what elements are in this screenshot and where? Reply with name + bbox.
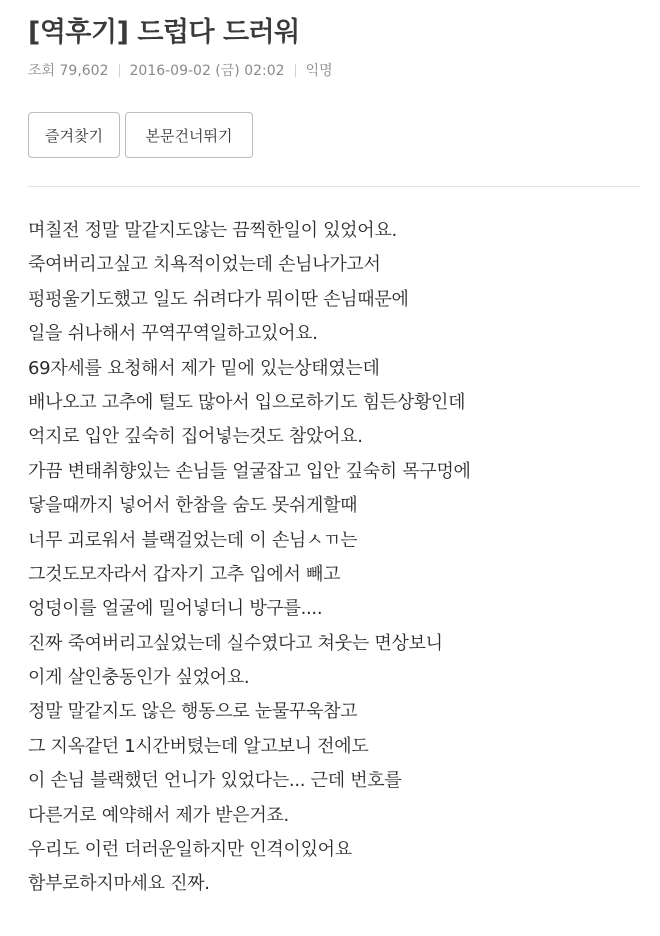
body-line: 이게 살인충동인가 싶었어요. xyxy=(28,667,250,689)
body-line: 우리도 이런 더러운일하지만 인격이있어요 xyxy=(28,839,352,861)
favorite-button[interactable]: 즐겨찾기 xyxy=(28,112,120,158)
meta-divider xyxy=(119,64,120,77)
body-line: 그것도모자라서 갑자기 고추 입에서 빼고 xyxy=(28,563,341,585)
skip-body-button[interactable]: 본문건너뛰기 xyxy=(125,112,253,158)
body-line: 억지로 입안 깊숙히 집어넣는것도 참았어요. xyxy=(28,426,363,448)
body-line: 가끔 변태취향있는 손님들 얼굴잡고 입안 깊숙히 목구멍에 xyxy=(28,460,471,482)
body-line: 정말 말같지도 않은 행동으로 눈물꾸욱참고 xyxy=(28,701,358,723)
view-count: 조회 79,602 xyxy=(28,63,109,79)
body-line: 일을 쉬나해서 꾸역꾸역일하고있어요. xyxy=(28,323,318,345)
post-author: 익명 xyxy=(305,63,333,79)
body-line: 다른거로 예약해서 제가 받은거죠. xyxy=(28,804,289,826)
header-divider xyxy=(28,186,640,187)
body-line: 엉덩이를 얼굴에 밀어넣더니 방구를.... xyxy=(28,598,323,620)
body-line: 함부로하지마세요 진짜. xyxy=(28,873,210,895)
meta-divider xyxy=(295,64,296,77)
post-meta xyxy=(28,60,333,80)
body-line: 69자세를 요청해서 제가 밑에 있는상태였는데 xyxy=(28,357,380,379)
action-buttons xyxy=(28,112,253,158)
body-line: 진짜 죽여버리고싶었는데 실수였다고 쳐웃는 면상보니 xyxy=(28,632,443,654)
body-line: 닿을때까지 넣어서 한참을 숨도 못쉬게할때 xyxy=(28,495,358,517)
body-line: 이 손님 블랙했던 언니가 있었다는... 근데 번호를 xyxy=(28,770,402,792)
post-date: 2016-09-02 (금) 02:02 xyxy=(129,63,285,79)
body-line: 펑펑울기도했고 일도 쉬려다가 뭐이딴 손님때문에 xyxy=(28,288,409,310)
body-line: 너무 괴로워서 블랙걸었는데 이 손님ㅅㄲ는 xyxy=(28,529,358,551)
post-title: [역후기] 드럽다 드러워 xyxy=(28,17,300,48)
body-line: 배나오고 고추에 털도 많아서 입으로하기도 힘든상황인데 xyxy=(28,391,466,413)
post-body xyxy=(28,214,640,902)
body-line: 그 지옥같던 1시간버텼는데 알고보니 전에도 xyxy=(28,735,369,757)
body-line: 죽여버리고싶고 치욕적이었는데 손님나가고서 xyxy=(28,254,381,276)
body-line: 며칠전 정말 말같지도않는 끔찍한일이 있었어요. xyxy=(28,220,397,241)
